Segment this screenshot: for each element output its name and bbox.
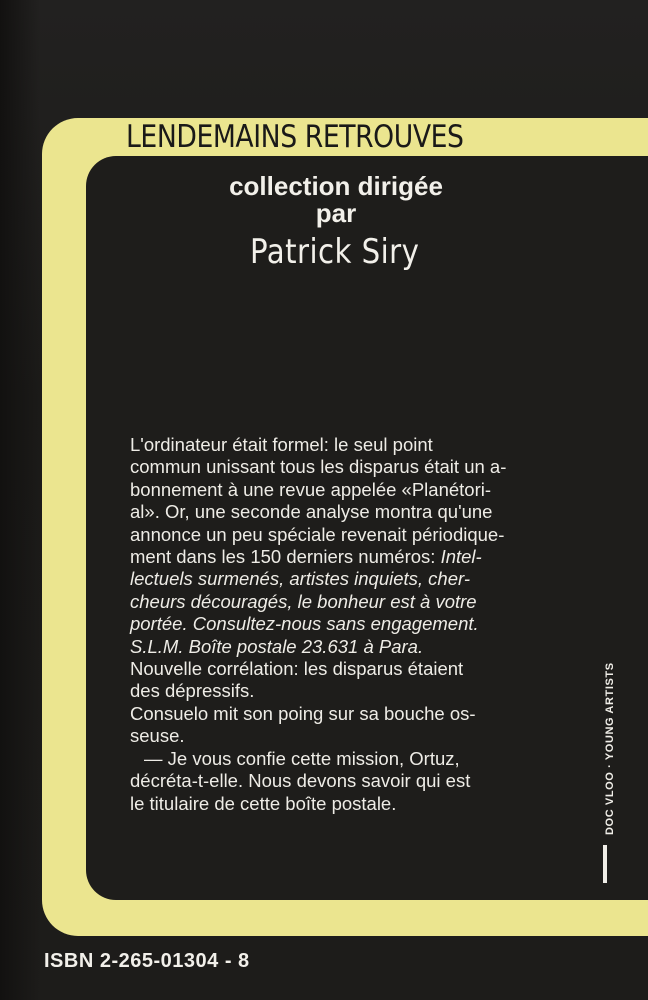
publisher-imprint: DOC VLOO · YOUNG ARTISTS xyxy=(604,662,616,835)
blurb-line-italic: cheurs découragés, le bonheur est à votre xyxy=(130,590,477,612)
blurb-line: bonnement à une revue appelée «Planétori- xyxy=(130,478,492,500)
imprint-bar xyxy=(603,845,607,883)
blurb-text xyxy=(130,434,566,815)
blurb-line: Nouvelle corrélation: les disparus étaient xyxy=(130,658,464,680)
blurb-line: Consuelo mit son poing sur sa bouche os- xyxy=(130,702,476,724)
blurb-line: annonce un peu spéciale revenait périodique- xyxy=(130,523,505,545)
blurb-line: commun unissant tous les disparus était un a- xyxy=(130,456,507,478)
isbn-number: ISBN 2-265-01304 - 8 xyxy=(44,950,250,972)
blurb-line-start: ment dans les 150 derniers numéros: xyxy=(130,546,441,568)
cover-edge-shadow xyxy=(0,0,40,1000)
blurb-line: décréta-t-elle. Nous devons savoir qui est xyxy=(130,770,471,792)
collection-label: collection dirigée xyxy=(229,171,443,201)
blurb-line: al». Or, une seconde analyse montra qu'une xyxy=(130,501,493,523)
blurb-line: — Je vous confie cette mission, Ortuz, xyxy=(144,747,460,769)
blurb-line: des dépressifs. xyxy=(130,680,255,702)
blurb-line-italic: S.L.M. Boîte postale 23.631 à Para. xyxy=(130,635,424,657)
blurb-line xyxy=(130,546,566,568)
blurb-line-italic: lectuels surmenés, artistes inquiets, cher- xyxy=(130,568,471,590)
series-title: LENDEMAINS RETROUVES xyxy=(126,119,464,155)
blurb-line-italic: portée. Consultez-nous sans engagement. xyxy=(130,613,479,635)
collection-par: par xyxy=(315,198,357,228)
blurb-line: L'ordinateur était formel: le seul point xyxy=(130,434,433,455)
blurb-line: seuse. xyxy=(130,725,185,747)
blurb-line: le titulaire de cette boîte postale. xyxy=(130,792,397,814)
series-director: Patrick Siry xyxy=(250,232,420,272)
blurb-italic-start: Intel- xyxy=(440,546,482,568)
